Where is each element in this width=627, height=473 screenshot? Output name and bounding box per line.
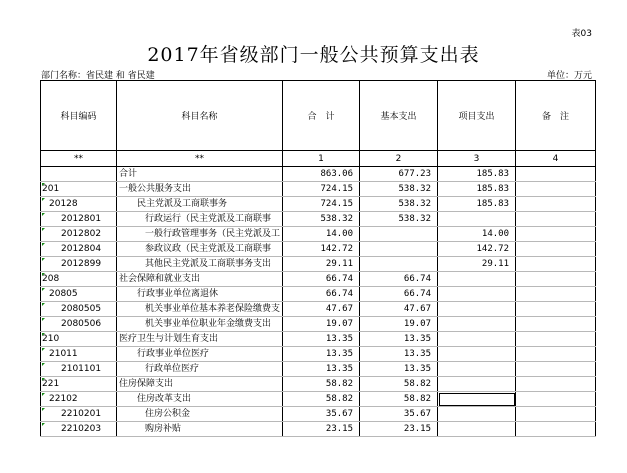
cell-marker-icon [42,243,45,246]
total-cell[interactable]: 863.06 [283,167,360,182]
cell-marker-icon [42,348,45,351]
code-cell[interactable]: 21011 [41,347,117,362]
cell-marker-icon [42,228,45,231]
note-cell[interactable] [516,347,596,362]
note-cell[interactable] [516,377,596,392]
code-cell[interactable]: 2012804 [41,242,117,257]
basic-cell[interactable]: 66.74 [360,287,438,302]
project-cell[interactable]: 29.11 [438,257,516,272]
cell-marker-icon [42,318,45,321]
total-cell[interactable]: 19.07 [283,317,360,332]
department-label: 部门名称：省民建 和 省民建 [41,71,155,81]
table-row [41,212,596,227]
project-cell[interactable] [438,392,516,407]
project-cell[interactable] [438,347,516,362]
unit-label: 单位：万元 [546,71,592,81]
index-row [41,151,596,167]
note-cell[interactable] [516,167,596,182]
code-cell[interactable]: 2080505 [41,302,117,317]
note-cell[interactable] [516,182,596,197]
name-cell[interactable]: 机关事业单位基本养老保险缴费支 [117,302,283,317]
note-cell[interactable] [516,302,596,317]
note-cell[interactable] [516,272,596,287]
name-cell[interactable]: 合计 [117,167,283,182]
note-cell[interactable] [516,212,596,227]
project-cell[interactable]: 185.83 [438,182,516,197]
basic-cell[interactable]: 58.82 [360,392,438,407]
code-cell[interactable]: 2012801 [41,212,117,227]
table-row [41,302,596,317]
code-cell[interactable]: 22102 [41,392,117,407]
total-cell[interactable]: 58.82 [283,392,360,407]
name-cell[interactable]: 住房改革支出 [117,392,283,407]
note-cell[interactable] [516,362,596,377]
total-cell[interactable]: 538.32 [283,212,360,227]
project-cell[interactable]: 185.83 [438,167,516,182]
name-cell[interactable]: 住房公积金 [117,407,283,422]
basic-cell[interactable]: 538.32 [360,197,438,212]
total-cell[interactable]: 23.15 [283,422,360,437]
table-row [41,407,596,422]
code-cell[interactable]: 208 [41,272,117,287]
index-cell[interactable]: 3 [438,151,516,167]
total-cell[interactable]: 14.00 [283,227,360,242]
code-cell[interactable] [41,167,117,182]
project-cell[interactable] [438,377,516,392]
note-cell[interactable] [516,242,596,257]
name-cell[interactable]: 购房补贴 [117,422,283,437]
table-row [41,272,596,287]
total-cell[interactable]: 35.67 [283,407,360,422]
basic-cell[interactable]: 66.74 [360,272,438,287]
basic-cell[interactable]: 13.35 [360,332,438,347]
cell-marker-icon [42,393,45,396]
project-cell[interactable] [438,422,516,437]
name-cell[interactable]: 一般公共服务支出 [117,182,283,197]
code-cell[interactable]: 201 [41,182,117,197]
total-cell[interactable]: 66.74 [283,272,360,287]
table-row [41,317,596,332]
cell-marker-icon [42,213,45,216]
basic-cell[interactable]: 23.15 [360,422,438,437]
total-cell[interactable]: 142.72 [283,242,360,257]
table-row [41,422,596,437]
name-cell[interactable]: 其他民主党派及工商联事务支出 [117,257,283,272]
basic-cell[interactable]: 13.35 [360,362,438,377]
table-row [41,197,596,212]
project-cell[interactable] [438,407,516,422]
column-header-project[interactable]: 项目支出 [438,81,516,151]
cell-marker-icon [42,333,45,336]
code-cell[interactable]: 2210203 [41,422,117,437]
index-cell[interactable]: 1 [283,151,360,167]
cell-marker-icon [42,423,45,426]
name-cell[interactable]: 医疗卫生与计划生育支出 [117,332,283,347]
note-cell[interactable] [516,332,596,347]
column-header-name[interactable]: 科目名称 [117,81,283,151]
cell-marker-icon [42,198,45,201]
column-header-basic[interactable]: 基本支出 [360,81,438,151]
project-cell[interactable]: 142.72 [438,242,516,257]
table-row [41,227,596,242]
note-cell[interactable] [516,407,596,422]
code-cell[interactable]: 2101101 [41,362,117,377]
project-cell[interactable] [438,212,516,227]
page-title: 2017年省级部门一般公共预算支出表 [147,44,480,66]
total-cell[interactable]: 66.74 [283,287,360,302]
cell-marker-icon [42,288,45,291]
basic-cell[interactable]: 538.32 [360,182,438,197]
table-row [41,392,596,407]
project-cell[interactable] [438,302,516,317]
table-row [41,347,596,362]
page-code: 表03 [571,29,592,39]
total-cell[interactable]: 47.67 [283,302,360,317]
cell-marker-icon [42,408,45,411]
column-header-total[interactable]: 合 计 [283,81,360,151]
note-cell[interactable] [516,227,596,242]
table-row [41,362,596,377]
basic-cell[interactable] [360,242,438,257]
code-cell[interactable]: 2012802 [41,227,117,242]
code-cell[interactable]: 221 [41,377,117,392]
name-cell[interactable]: 行政事业单位医疗 [117,347,283,362]
cell-marker-icon [42,378,45,381]
name-cell[interactable]: 民主党派及工商联事务 [117,197,283,212]
total-cell[interactable]: 724.15 [283,197,360,212]
index-cell[interactable]: ** [41,151,117,167]
name-cell[interactable]: 行政事业单位离退休 [117,287,283,302]
table-row [41,287,596,302]
cell-marker-icon [42,273,45,276]
name-cell[interactable]: 参政议政（民主党派及工商联事 [117,242,283,257]
table-body [41,167,596,437]
basic-cell[interactable]: 677.23 [360,167,438,182]
note-cell[interactable] [516,392,596,407]
index-cell[interactable]: ** [117,151,283,167]
name-cell[interactable]: 一般行政管理事务（民主党派及工 [117,227,283,242]
name-cell[interactable]: 机关事业单位职业年金缴费支出 [117,317,283,332]
column-header-code[interactable]: 科目编码 [41,81,117,151]
total-cell[interactable]: 58.82 [283,377,360,392]
table-row [41,377,596,392]
basic-cell[interactable]: 13.35 [360,347,438,362]
code-cell[interactable]: 2012899 [41,257,117,272]
basic-cell[interactable]: 538.32 [360,212,438,227]
table-row [41,332,596,347]
column-header-note[interactable]: 备 注 [516,81,596,151]
project-cell[interactable] [438,332,516,347]
name-cell[interactable]: 社会保障和就业支出 [117,272,283,287]
project-cell[interactable] [438,272,516,287]
cell-marker-icon [42,303,45,306]
basic-cell[interactable] [360,257,438,272]
index-cell[interactable]: 4 [516,151,596,167]
basic-cell[interactable]: 19.07 [360,317,438,332]
project-cell[interactable] [438,317,516,332]
table-row [41,257,596,272]
project-cell[interactable]: 185.83 [438,197,516,212]
index-cell[interactable]: 2 [360,151,438,167]
cell-marker-icon [42,258,45,261]
note-cell[interactable] [516,257,596,272]
total-cell[interactable]: 29.11 [283,257,360,272]
note-cell[interactable] [516,317,596,332]
total-cell[interactable]: 13.35 [283,332,360,347]
note-cell[interactable] [516,197,596,212]
budget-table [40,80,596,437]
cell-marker-icon [42,183,45,186]
total-cell[interactable]: 13.35 [283,347,360,362]
code-cell[interactable]: 20128 [41,197,117,212]
table-header-row [41,81,596,151]
table-row [41,182,596,197]
total-cell[interactable]: 724.15 [283,182,360,197]
project-cell[interactable] [438,362,516,377]
code-cell[interactable]: 2210201 [41,407,117,422]
cell-marker-icon [42,363,45,366]
total-cell[interactable]: 13.35 [283,362,360,377]
name-cell[interactable]: 行政单位医疗 [117,362,283,377]
table-row [41,242,596,257]
note-cell[interactable] [516,287,596,302]
table-row [41,167,596,182]
code-cell[interactable]: 210 [41,332,117,347]
basic-cell[interactable] [360,227,438,242]
project-cell[interactable] [438,287,516,302]
basic-cell[interactable]: 58.82 [360,377,438,392]
code-cell[interactable]: 2080506 [41,317,117,332]
name-cell[interactable]: 行政运行（民主党派及工商联事 [117,212,283,227]
basic-cell[interactable]: 47.67 [360,302,438,317]
basic-cell[interactable]: 35.67 [360,407,438,422]
project-cell[interactable]: 14.00 [438,227,516,242]
note-cell[interactable] [516,422,596,437]
code-cell[interactable]: 20805 [41,287,117,302]
name-cell[interactable]: 住房保障支出 [117,377,283,392]
